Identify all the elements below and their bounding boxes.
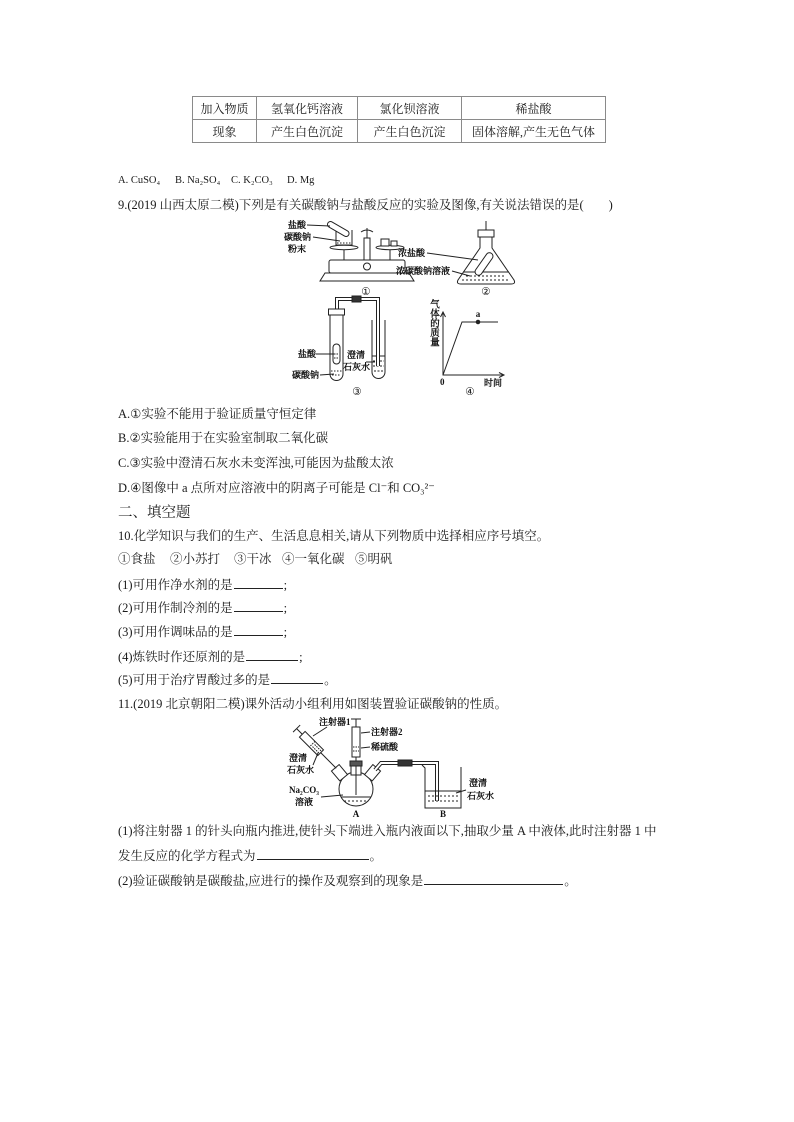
q11-stem: 11.(2019 北京朝阳二模)课外活动小组利用如图装置验证碳酸钠的性质。 (118, 697, 508, 711)
graph-x-label: 时间 (484, 378, 503, 388)
table-row (193, 120, 606, 143)
answer-blank[interactable] (271, 671, 323, 684)
q10-item: ③干冰 (234, 552, 272, 566)
label-limewater-left-line2: 石灰水 (287, 765, 315, 775)
q10-item: ④一氧化碳 (282, 552, 345, 566)
acid-test-tube (326, 220, 350, 237)
section-heading: 二、填空题 (118, 505, 191, 521)
syringe-2-plunger (351, 719, 361, 727)
q10-item: ①食盐 (118, 552, 156, 566)
figure-number-4: ④ (465, 386, 475, 398)
part-punctuation: 。 (564, 874, 577, 888)
test-tube (474, 251, 495, 276)
label-concentrated-acid: 浓盐酸 (398, 248, 426, 258)
graph-axes (443, 312, 504, 375)
figure-number-1: ① (361, 286, 371, 298)
graph-origin-label: 0 (440, 377, 445, 387)
answer-blank[interactable] (234, 576, 283, 589)
syringe-2-barrel (352, 727, 360, 757)
point-a-label: a (475, 309, 481, 319)
part-prompt: (5)可用于治疗胃酸过多的是 (118, 673, 271, 687)
part-prompt: (2)可用作制冷剂的是 (118, 601, 233, 615)
label-limewater-right-line2: 石灰水 (467, 791, 495, 801)
q9-stem: 9.(2019 山西太原二模)下列是有关碳酸钠与盐酸反应的实验及图像,有关说法错误的是( ) (118, 198, 613, 212)
part-punctuation: ; (283, 601, 288, 615)
label-limewater-line2: 石灰水 (343, 362, 371, 372)
part-prompt: (4)炼铁时作还原剂的是 (118, 650, 246, 664)
q11-part-2 (118, 872, 577, 889)
label-sodium-carbonate: 碳酸钠 (292, 370, 320, 380)
q9-option-d: D.④图像中 a 点所对应溶液中的阴离子可能是 Cl⁻和 CO₃²⁻ (118, 481, 435, 495)
syringe-1-needle (321, 753, 337, 769)
answer-blank[interactable] (257, 847, 369, 860)
q9-option-c: C.③实验中澄清石灰水未变浑浊,可能因为盐酸太浓 (118, 456, 394, 470)
q10-part-4 (118, 648, 303, 665)
gas-mass-curve (443, 322, 498, 375)
graph-y-label: 气体的质量 (428, 299, 438, 347)
table-cell: 产生白色沉淀 (358, 120, 462, 143)
rubber-joint (352, 296, 361, 302)
table-cell: 氢氧化钙溶液 (257, 97, 358, 120)
q10-stem: 10.化学知识与我们的生产、生活息息相关,请从下列物质中选择相应序号填空。 (118, 529, 550, 543)
label-sodium-carbonate: 碳酸钠 (284, 232, 312, 242)
part-punctuation: ; (299, 650, 303, 664)
part-punctuation: ; (283, 625, 288, 639)
label-sodium-carbonate-solution: 浓碳酸钠溶液 (396, 266, 451, 276)
q11-figure (285, 715, 510, 819)
q8-option-c: C. K₂CO₃ (231, 175, 273, 186)
label-syringe-1: 注射器1 (319, 717, 351, 727)
part-prompt: (1)可用作净水剂的是 (118, 578, 233, 592)
point-a-marker (476, 320, 480, 324)
q10-item: ②小苏打 (170, 552, 221, 566)
beaker (422, 765, 461, 808)
syringe-1-barrel (299, 731, 323, 755)
label-limewater-line1: 澄清 (347, 350, 366, 360)
tube-stopper (329, 309, 345, 315)
q10-part-3 (118, 623, 287, 640)
label-beaker-b: B (439, 809, 447, 819)
label-powder: 粉末 (288, 244, 307, 254)
balance-body (329, 260, 405, 273)
label-dilute-sulfuric-acid: 稀硫酸 (371, 742, 399, 752)
weight (381, 239, 389, 246)
answer-blank[interactable] (424, 872, 563, 885)
solution-hatch (462, 276, 510, 280)
table-cell: 固体溶解,产生无色气体 (462, 120, 606, 143)
q9-figure (280, 218, 525, 400)
q11-part-1-line-1: (1)将注射器 1 的针头向瓶内推进,使针头下端进入瓶内液面以下,抽取少量 A 中液体,此时注射器 1 中 (118, 824, 657, 838)
left-pan (330, 245, 358, 249)
answer-blank[interactable] (234, 623, 283, 636)
answer-blank[interactable] (246, 648, 298, 661)
label-syringe-2: 注射器2 (371, 727, 403, 737)
table-cell: 稀盐酸 (462, 97, 606, 120)
part-punctuation: 。 (369, 849, 383, 863)
balance-pillar (364, 238, 370, 260)
q9-option-a: A.①实验不能用于验证质量守恒定律 (118, 407, 317, 421)
gas-mass-graph (441, 312, 505, 378)
test-tube (326, 220, 350, 237)
center-neck-stopper (350, 761, 362, 766)
label-hydrochloric-acid: 盐酸 (288, 220, 307, 230)
table-cell: 现象 (193, 120, 257, 143)
part-punctuation: ; (283, 578, 288, 592)
flask-stopper (478, 230, 494, 237)
label-flask-solution-line1: Na₂CO₃ (289, 785, 319, 795)
table-cell: 氯化钡溶液 (358, 97, 462, 120)
q10-item: ⑤明矾 (355, 552, 393, 566)
q9-option-b: B.②实验能用于在实验室制取二氧化碳 (118, 431, 329, 445)
label-hydrochloric-acid: 盐酸 (298, 349, 317, 359)
part-punctuation: 。 (324, 673, 337, 687)
part-prompt: (3)可用作调味品的是 (118, 625, 233, 639)
label-flask-solution-line2: 溶液 (295, 797, 314, 807)
rubber-joint (398, 760, 412, 766)
answer-blank[interactable] (234, 599, 283, 612)
q10-part-1 (118, 576, 287, 593)
part-prompt: 发生反应的化学方程式为 (118, 849, 256, 863)
table-row (193, 97, 606, 120)
label-limewater-left-line1: 澄清 (289, 753, 308, 763)
weight (391, 241, 397, 246)
table-cell: 加入物质 (193, 97, 257, 120)
q11-part-1-line-2 (118, 847, 382, 864)
q8-option-b: B. Na₂SO₄ (175, 175, 221, 186)
label-limewater-right-line1: 澄清 (469, 778, 488, 788)
balance-pointer (361, 228, 373, 238)
delivery-tube-bore (375, 763, 437, 801)
acid-test-tube (474, 251, 495, 276)
part-prompt: (2)验证碳酸钠是碳酸盐,应进行的操作及观察到的现象是 (118, 874, 424, 888)
reagent-table (192, 96, 606, 143)
figure-number-3: ③ (352, 386, 362, 398)
q8-option-a: A. CuSO₄ (118, 175, 161, 186)
label-flask-a: A (352, 809, 360, 819)
table-cell: 产生白色沉淀 (257, 120, 358, 143)
q10-part-5 (118, 671, 337, 688)
figure-number-2: ② (481, 286, 491, 298)
q8-option-d: D. Mg (287, 175, 315, 186)
beaker-limewater-hatch (428, 796, 458, 801)
delivery-tube (375, 763, 437, 801)
q10-part-2 (118, 599, 287, 616)
